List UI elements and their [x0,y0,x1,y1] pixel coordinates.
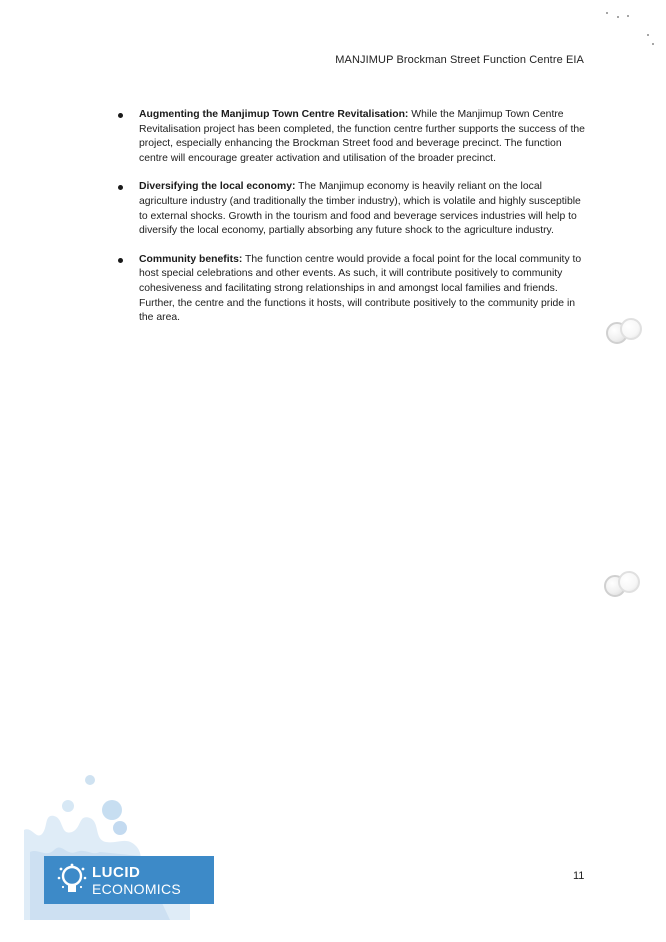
bullet-dot [118,185,123,190]
bullet-dot [118,113,123,118]
scan-speck [652,43,654,45]
binder-hole-mark [606,318,646,344]
binder-hole-ring [618,571,640,593]
bullet-text: While the Manjimup Town Centre Revitalisation project has been completed, the function centre further supports the success of the project, especially enhancing the Brockman Street food and beverage precinct. The function centre will encourage greater activation and utilisation of the broader precinct. [139,109,585,164]
bullet-text: The Manjimup economy is heavily reliant on the local agriculture industry (and traditionally the timber industry), which is volatile and highly susceptible to external shocks. Growth in the tourism and food and beverage services industries will help to diversify the local economy, partially absorbing any future shock to the agriculture industry. [139,181,581,237]
bullet-heading: Community benefits: [139,253,243,265]
bullet-heading: Augmenting the Manjimup Town Centre Revitalisation: [139,109,409,120]
page-number: 11 [573,870,585,882]
logo-text-lucid: LUCID [92,864,141,881]
lightbulb-icon [56,862,88,898]
bullet-item [117,108,589,166]
scan-speck [617,16,619,18]
lucid-economics-logo [20,770,200,920]
logo-text-economics: ECONOMICS [92,881,182,897]
binder-hole-ring [620,318,642,340]
bullet-item [117,253,589,326]
scan-speck [647,34,649,36]
bullet-heading: Diversifying the local economy: [139,181,296,193]
bullet-list [117,108,589,340]
bullet-item [117,180,589,238]
bullet-dot [118,258,123,263]
scan-speck [627,15,629,17]
binder-hole-mark [604,571,644,597]
bullet-text: The function centre would provide a focal point for the local community to host special celebrations and other events. As such, it will contribute positively to community cohesiveness and facilitating strong relationships in and amongst local families and friends. Further, the centre and the functions it hosts, will contribute positively to the community pride in the area. [139,253,582,324]
scan-speck [606,12,608,14]
header-title: MANJIMUP Brockman Street Function Centre EIA [335,54,584,66]
